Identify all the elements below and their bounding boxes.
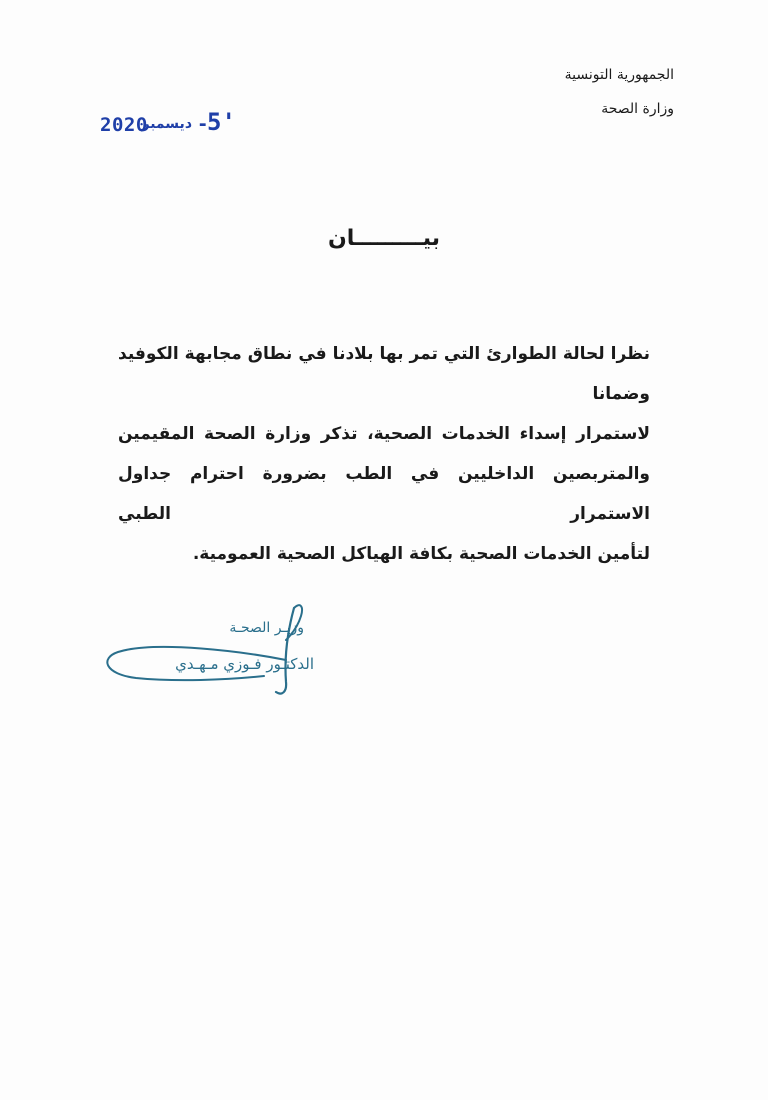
date-stamp — [100, 108, 240, 140]
statement-body — [118, 334, 650, 574]
signature-block — [96, 600, 336, 700]
ministry-name: وزارة الصحة — [601, 101, 674, 117]
country-name: الجمهورية التونسية — [564, 67, 674, 83]
letterhead — [454, 58, 674, 126]
stamp-month: ديسمبر — [141, 116, 192, 132]
stamp-year: 2020 — [100, 114, 148, 136]
body-line: نظرا لحالة الطوارئ التي تمر بها بلادنا في نطاق مجابهة الكوفيد وضمانا — [118, 344, 650, 404]
body-line: لاستمرار إسداء الخدمات الصحية، تذكر وزارة الصحة المقيمين — [118, 424, 650, 444]
signatory-title: وزيـر الصحـة — [229, 620, 304, 636]
signatory-name: الدكتـور فـوزي مـهـدي — [175, 655, 314, 673]
body-line: لتأمين الخدمات الصحية بكافة الهياكل الصحية العمومية. — [192, 544, 650, 564]
document-title: بيـــــــــان — [328, 226, 440, 251]
handwritten-signature-icon — [96, 600, 336, 700]
stamp-day: 5' — [207, 108, 236, 136]
stamp-separator: - — [197, 113, 209, 135]
body-line: والمتربصين الداخليين في الطب بضرورة احترام جداول الاستمرار الطبي — [118, 464, 650, 524]
